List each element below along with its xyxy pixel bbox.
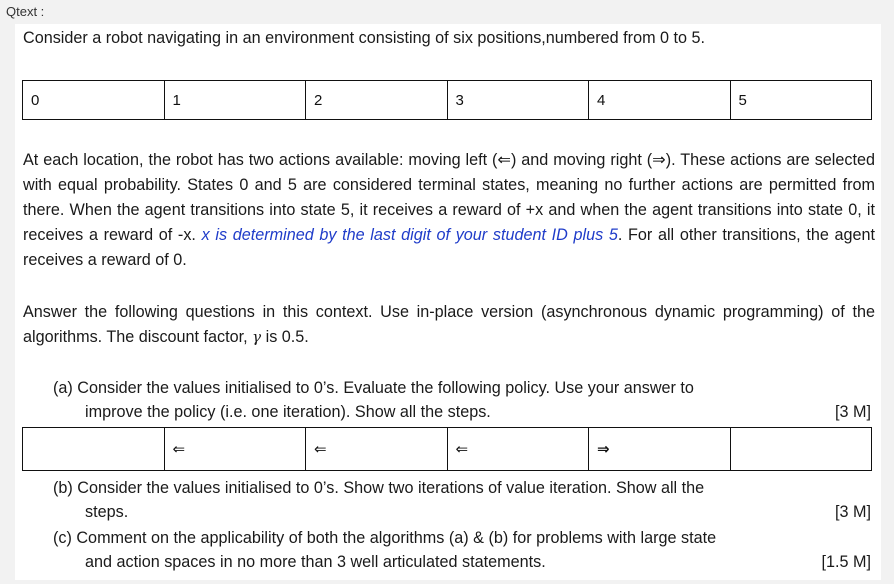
instructions-paragraph bbox=[23, 300, 875, 350]
question-c bbox=[53, 526, 871, 574]
state-cell-2: 2 bbox=[306, 81, 448, 120]
policy-cell-5 bbox=[730, 428, 872, 471]
states-table bbox=[22, 80, 872, 120]
description-tail: . For all other transitions, the agent receives a reward of 0. bbox=[23, 226, 876, 269]
question-b-line2: steps. bbox=[85, 503, 129, 521]
left-arrow-icon: ⇐ bbox=[447, 428, 589, 471]
state-cell-3: 3 bbox=[447, 81, 589, 120]
question-card bbox=[15, 24, 881, 580]
question-a-marks: [3 M] bbox=[835, 403, 871, 421]
state-cell-1: 1 bbox=[164, 81, 306, 120]
right-arrow-icon: ⇒ bbox=[589, 428, 731, 471]
question-a bbox=[53, 376, 871, 424]
state-cell-5: 5 bbox=[730, 81, 872, 120]
question-a-line1: (a) Consider the values initialised to 0’s. Evaluate the following policy. Use your answer to bbox=[53, 379, 694, 397]
instructions-text: Answer the following questions in this context. Use in-place version (asynchronous dynamic programming) of the algorithms. The discount factor, bbox=[23, 303, 875, 346]
qtext-label: Qtext : bbox=[6, 4, 45, 19]
instructions-tail: is 0.5. bbox=[261, 328, 309, 346]
description-paragraph bbox=[23, 148, 875, 273]
state-cell-4: 4 bbox=[589, 81, 731, 120]
question-b-line1: (b) Consider the values initialised to 0’s. Show two iterations of value iteration. Show all the bbox=[53, 479, 705, 497]
policy-cell-0 bbox=[23, 428, 165, 471]
left-arrow-icon: ⇐ bbox=[164, 428, 306, 471]
description-text: At each location, the robot has two actions available: moving left (⇐) and moving right (⇒). These actions are selected with equal probability. States 0 and 5 are considered terminal states, meaning no further actions are permitted from there. When the agent transitions into state 5, it receives a reward of +x and when the agent transitions into state 0, it receives a reward of -x. bbox=[23, 151, 875, 244]
intro-text: Consider a robot navigating in an environment consisting of six positions,numbered from 0 to 5. bbox=[23, 29, 706, 47]
question-a-line2: improve the policy (i.e. one iteration). Show all the steps. bbox=[85, 403, 491, 421]
student-id-note: x is determined by the last digit of your student ID plus 5 bbox=[201, 226, 618, 244]
question-c-line2: and action spaces in no more than 3 well articulated statements. bbox=[85, 553, 546, 571]
left-arrow-icon: ⇐ bbox=[306, 428, 448, 471]
question-b-marks: [3 M] bbox=[835, 503, 871, 521]
question-c-marks: [1.5 M] bbox=[821, 553, 871, 571]
policy-table bbox=[22, 427, 872, 471]
gamma-symbol: γ bbox=[252, 328, 262, 346]
state-cell-0: 0 bbox=[23, 81, 165, 120]
question-b bbox=[53, 476, 871, 524]
question-c-line1: (c) Comment on the applicability of both the algorithms (a) & (b) for problems with large state bbox=[53, 529, 717, 547]
